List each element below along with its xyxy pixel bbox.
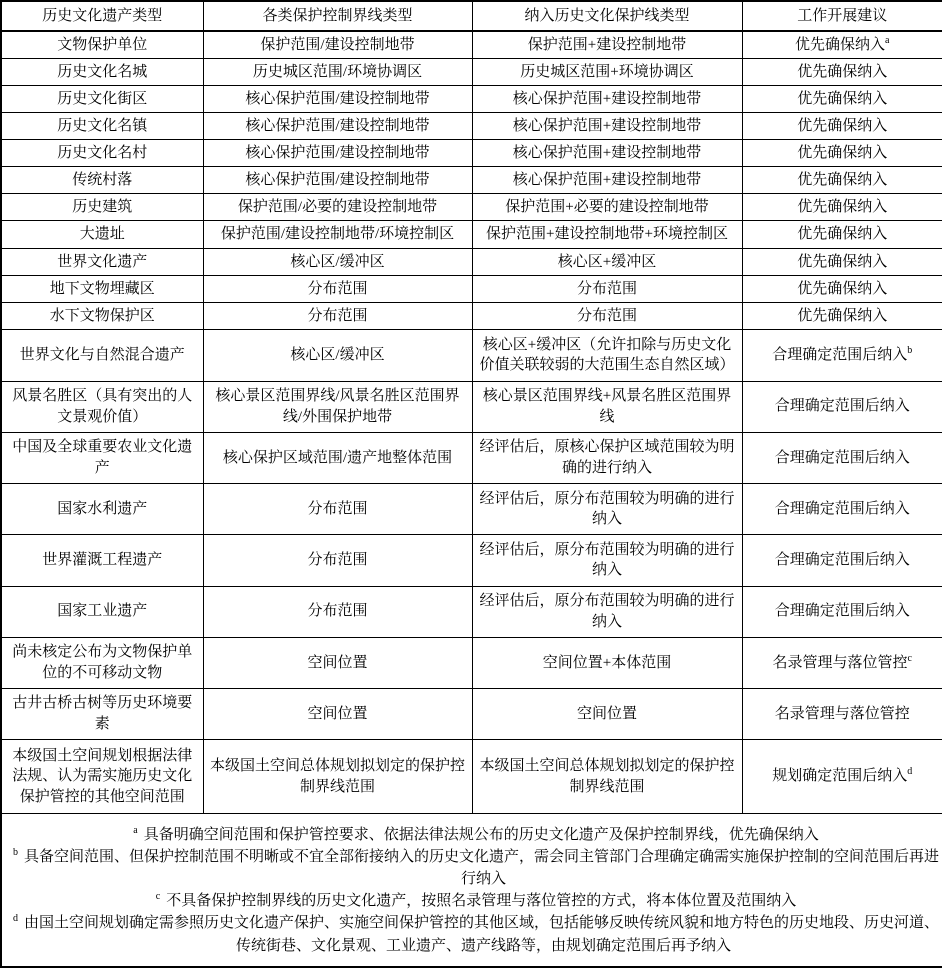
footnote-marker: b: [907, 345, 913, 357]
suggestion-text: 优先确保纳入: [797, 226, 888, 243]
table-row: [1, 113, 942, 140]
heritage-type-cell: 古井古桥古树等历史环境要素: [1, 689, 203, 740]
suggestion-text: 优先确保纳入: [797, 254, 888, 271]
boundary-types-cell: 本级国土空间总体规划拟划定的保护控制界线范围: [203, 740, 472, 814]
table-row: [1, 167, 942, 194]
protection-line-types-cell: 空间位置+本体范围: [472, 637, 742, 688]
work-suggestion-cell: [742, 113, 942, 140]
heritage-type-cell: 中国及全球重要农业文化遗产: [1, 432, 203, 483]
footnote-b: [5, 846, 939, 890]
heritage-type-cell: 历史文化名村: [1, 140, 203, 167]
protection-line-types-cell: 保护范围+建设控制地带: [472, 31, 742, 59]
suggestion-text: 优先确保纳入: [797, 63, 888, 80]
suggestion-text: 名录管理与落位管控: [772, 654, 908, 671]
table-row: [1, 689, 942, 740]
heritage-type-cell: 地下文物埋藏区: [1, 276, 203, 303]
work-suggestion-cell: [742, 689, 942, 740]
table-body: [1, 31, 942, 967]
header-boundary-types: 各类保护控制界线类型: [203, 1, 472, 31]
suggestion-text: 规划确定范围后纳入: [772, 768, 908, 785]
table-row: [1, 59, 942, 86]
protection-line-types-cell: 核心保护范围+建设控制地带: [472, 86, 742, 113]
protection-line-types-cell: 历史城区范围+环境协调区: [472, 59, 742, 86]
work-suggestion-cell: [742, 303, 942, 330]
protection-line-types-cell: 经评估后，原分布范围较为明确的进行纳入: [472, 586, 742, 637]
footnotes-cell: [1, 814, 942, 967]
work-suggestion-cell: [742, 167, 942, 194]
suggestion-text: 优先确保纳入: [797, 281, 888, 298]
protection-line-types-cell: 保护范围+必要的建设控制地带: [472, 194, 742, 221]
heritage-type-cell: 国家水利遗产: [1, 484, 203, 535]
heritage-type-cell: 传统村落: [1, 167, 203, 194]
heritage-type-cell: 尚未核定公布为文物保护单位的不可移动文物: [1, 637, 203, 688]
heritage-type-cell: 世界文化遗产: [1, 249, 203, 276]
protection-line-types-cell: 分布范围: [472, 303, 742, 330]
work-suggestion-cell: [742, 330, 942, 381]
work-suggestion-cell: [742, 586, 942, 637]
suggestion-text: 合理确定范围后纳入: [774, 449, 910, 466]
table-row: [1, 381, 942, 432]
suggestion-text: 优先确保纳入: [797, 308, 888, 325]
table-row: [1, 432, 942, 483]
boundary-types-cell: 核心保护范围/建设控制地带: [203, 167, 472, 194]
table-row: [1, 740, 942, 814]
heritage-type-cell: 文物保护单位: [1, 31, 203, 59]
heritage-type-cell: 本级国土空间规划根据法律法规、认为需实施历史文化保护管控的其他空间范围: [1, 740, 203, 814]
heritage-type-cell: 历史文化名镇: [1, 113, 203, 140]
work-suggestion-cell: [742, 276, 942, 303]
boundary-types-cell: 核心保护范围/建设控制地带: [203, 113, 472, 140]
work-suggestion-cell: [742, 31, 942, 59]
boundary-types-cell: 核心保护范围/建设控制地带: [203, 86, 472, 113]
table-row: [1, 276, 942, 303]
protection-line-types-cell: 核心保护范围+建设控制地带: [472, 140, 742, 167]
table-row: [1, 194, 942, 221]
boundary-types-cell: 核心区/缓冲区: [203, 330, 472, 381]
heritage-type-cell: 水下文物保护区: [1, 303, 203, 330]
heritage-type-cell: 历史建筑: [1, 194, 203, 221]
footnote-text: 由国土空间规划确定需参照历史文化遗产保护、实施空间保护管控的其他区域，包括能够反映传统风貌和地方特色的历史地段、历史河道、传统街巷、文化景观、工业遗产、遗产线路等，由规划确定范围后再予纳入: [24, 915, 940, 954]
suggestion-text: 优先确保纳入: [797, 171, 888, 188]
footnote-a: [5, 824, 939, 846]
footnote-text: 具备明确空间范围和保护管控要求、依据法律法规公布的历史文化遗产及保护控制界线，优先确保纳入: [143, 826, 819, 843]
protection-line-types-cell: 保护范围+建设控制地带+环境控制区: [472, 221, 742, 249]
work-suggestion-cell: [742, 432, 942, 483]
boundary-types-cell: 分布范围: [203, 586, 472, 637]
footnote-marker: d: [13, 913, 18, 925]
protection-line-types-cell: 核心保护范围+建设控制地带: [472, 113, 742, 140]
boundary-types-cell: 分布范围: [203, 535, 472, 586]
header-row: [1, 1, 942, 31]
table-row: [1, 86, 942, 113]
boundary-types-cell: 核心保护范围/建设控制地带: [203, 140, 472, 167]
footnote-marker: a: [133, 824, 138, 836]
boundary-types-cell: 保护范围/建设控制地带/环境控制区: [203, 221, 472, 249]
boundary-types-cell: 分布范围: [203, 303, 472, 330]
table-row: [1, 586, 942, 637]
header-work-suggestion: 工作开展建议: [742, 1, 942, 31]
protection-line-types-cell: 经评估后，原核心保护区域范围较为明确的进行纳入: [472, 432, 742, 483]
work-suggestion-cell: [742, 140, 942, 167]
suggestion-text: 优先确保纳入: [797, 144, 888, 161]
footnote-marker: b: [13, 846, 18, 858]
table-row: [1, 249, 942, 276]
footnote-marker: d: [907, 766, 913, 778]
boundary-types-cell: 核心景区范围界线/风景名胜区范围界线/外围保护地带: [203, 381, 472, 432]
footnote-text: 不具备保护控制界线的历史文化遗产，按照名录管理与落位管控的方式，将本体位置及范围纳入: [166, 893, 797, 910]
heritage-type-cell: 国家工业遗产: [1, 586, 203, 637]
header-protection-line-types: 纳入历史文化保护线类型: [472, 1, 742, 31]
footnote-c: [5, 890, 939, 912]
suggestion-text: 优先确保纳入: [797, 117, 888, 134]
suggestion-text: 合理确定范围后纳入: [774, 500, 910, 517]
suggestion-text: 合理确定范围后纳入: [774, 398, 910, 415]
heritage-type-cell: 历史文化街区: [1, 86, 203, 113]
protection-line-types-cell: 核心区+缓冲区: [472, 249, 742, 276]
heritage-type-cell: 世界文化与自然混合遗产: [1, 330, 203, 381]
protection-line-types-cell: 经评估后，原分布范围较为明确的进行纳入: [472, 484, 742, 535]
suggestion-text: 优先确保纳入: [797, 90, 888, 107]
work-suggestion-cell: [742, 86, 942, 113]
table-row: [1, 637, 942, 688]
protection-line-types-cell: 核心区+缓冲区（允许扣除与历史文化价值关联较弱的大范围生态自然区域）: [472, 330, 742, 381]
suggestion-text: 合理确定范围后纳入: [772, 347, 908, 364]
work-suggestion-cell: [742, 535, 942, 586]
boundary-types-cell: 保护范围/必要的建设控制地带: [203, 194, 472, 221]
table-header: [1, 1, 942, 31]
work-suggestion-cell: [742, 194, 942, 221]
protection-line-types-cell: 核心景区范围界线+风景名胜区范围界线: [472, 381, 742, 432]
protection-line-types-cell: 经评估后，原分布范围较为明确的进行纳入: [472, 535, 742, 586]
work-suggestion-cell: [742, 249, 942, 276]
table-row: [1, 535, 942, 586]
suggestion-text: 名录管理与落位管控: [774, 705, 910, 722]
boundary-types-cell: 核心保护区域范围/遗产地整体范围: [203, 432, 472, 483]
boundary-types-cell: 历史城区范围/环境协调区: [203, 59, 472, 86]
heritage-type-cell: 历史文化名城: [1, 59, 203, 86]
heritage-type-cell: 大遗址: [1, 221, 203, 249]
work-suggestion-cell: [742, 221, 942, 249]
boundary-types-cell: 空间位置: [203, 689, 472, 740]
work-suggestion-cell: [742, 381, 942, 432]
table-row: [1, 330, 942, 381]
work-suggestion-cell: [742, 740, 942, 814]
suggestion-text: 优先确保纳入: [797, 198, 888, 215]
footnotes-row: [1, 814, 942, 967]
footnote-marker: c: [155, 891, 161, 903]
boundary-types-cell: 空间位置: [203, 637, 472, 688]
protection-line-types-cell: 本级国土空间总体规划拟划定的保护控制界线范围: [472, 740, 742, 814]
boundary-types-cell: 分布范围: [203, 484, 472, 535]
suggestion-text: 合理确定范围后纳入: [774, 603, 910, 620]
table-row: [1, 484, 942, 535]
footnote-text: 具备空间范围、但保护控制范围不明晰或不宜全部衔接纳入的历史文化遗产，需会同主管部门合理确定确需实施保护控制的空间范围后再进行纳入: [24, 848, 940, 887]
protection-line-types-cell: 分布范围: [472, 276, 742, 303]
table-row: [1, 140, 942, 167]
work-suggestion-cell: [742, 484, 942, 535]
table-row: [1, 221, 942, 249]
boundary-types-cell: 分布范围: [203, 276, 472, 303]
protection-line-types-cell: 核心保护范围+建设控制地带: [472, 167, 742, 194]
footnote-marker: a: [885, 34, 890, 46]
table-row: [1, 303, 942, 330]
work-suggestion-cell: [742, 59, 942, 86]
heritage-type-cell: 世界灌溉工程遗产: [1, 535, 203, 586]
heritage-type-cell: 风景名胜区（具有突出的人文景观价值）: [1, 381, 203, 432]
suggestion-text: 合理确定范围后纳入: [774, 552, 910, 569]
footnote-marker: c: [907, 652, 912, 664]
protection-line-types-cell: 空间位置: [472, 689, 742, 740]
suggestion-text: 优先确保纳入: [795, 36, 886, 53]
boundary-types-cell: 核心区/缓冲区: [203, 249, 472, 276]
header-heritage-type: 历史文化遗产类型: [1, 1, 203, 31]
boundary-types-cell: 保护范围/建设控制地带: [203, 31, 472, 59]
work-suggestion-cell: [742, 637, 942, 688]
table-row: [1, 31, 942, 59]
footnote-d: [5, 912, 939, 956]
